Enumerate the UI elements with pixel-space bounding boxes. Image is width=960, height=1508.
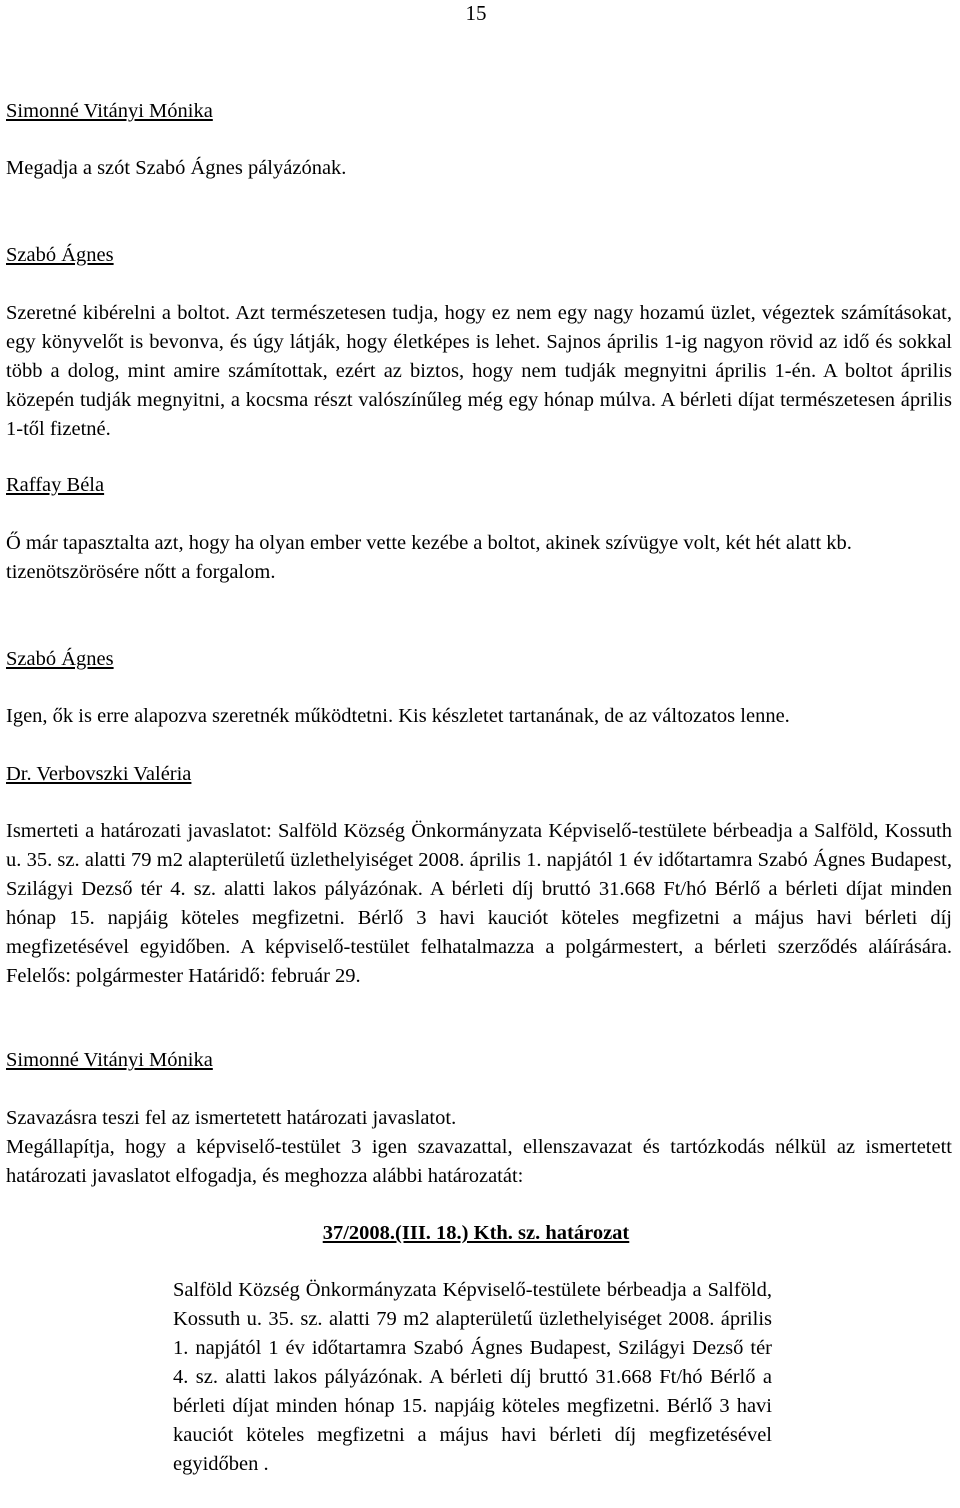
speaker-name: Raffay Béla xyxy=(6,474,105,496)
resolution-title: 37/2008.(III. 18.) Kth. sz. határozat xyxy=(322,1222,630,1244)
vote-call-text: Szavazásra teszi fel az ismertetett határozati javaslatot. xyxy=(6,1107,457,1129)
speech-text: Szeretné kibérelni a boltot. Azt természetesen tudja, hogy ez nem egy nagy hozamú üzlet, végeztek számításokat, egy könyvelőt is bevonva, és úgy látják, hogy életképes is lehet. Sajnos április 1-ig nagyon rövid az idő és sokkal több a dolog, mint amire számítottak, ezért az biztos, hogy nem tudják megnyitni április 1-én. A boltot április közepén tudják megnyitni, a kocsma részt valószínűleg még egy hónap múlva. A bérleti díjat természetesen április 1-től fizetné. xyxy=(6,302,952,440)
draft-resolution-text: Ismerteti a határozati javaslatot: Salföld Község Önkormányzata Képviselő-testülete bérbeadja a Salföld, Kossuth u. 35. sz. alatti 79 m2 alapterületű üzlethelyiséget 2008. április 1. napjától 1 év időtartamra Szabó Ágnes Budapest, Szilágyi Dezső tér 4. sz. alatti lakos pályázónak. A bérleti díj bruttó 31.668 Ft/hó Bérlő a bérleti díjat minden hónap 15. napjáig köteles megfizetni. Bérlő 3 havi kauciót köteles megfizetni a május havi bérleti díj megfizetésével egyidőben. A képviselő-testület felhatalmazza a polgármestert, a bérleti szerződés aláírására. Felelős: polgármester Határidő: február 29. xyxy=(6,820,952,987)
speaker-name: Simonné Vitányi Mónika xyxy=(6,100,213,122)
speaker-name: Simonné Vitányi Mónika xyxy=(6,1049,213,1071)
speaker-name: Szabó Ágnes xyxy=(6,244,114,266)
speech-text: Megadja a szót Szabó Ágnes pályázónak. xyxy=(6,157,347,179)
page-number: 15 xyxy=(465,1,487,25)
resolution-body: Salföld Község Önkormányzata Képviselő-testülete bérbeadja a Salföld, Kossuth u. 35. sz. alatti 79 m2 alapterületű üzlethelyiséget 2008. április 1. napjától 1 év időtartamra Szabó Ágnes Budapest, Szilágyi Dezső tér 4. sz. alatti lakos pályázónak. A bérleti díj bruttó 31.668 Ft/hó Bérlő a bérleti díjat minden hónap 15. napjáig köteles megfizetni. Bérlő 3 havi kauciót köteles megfizetni a május havi bérleti díj megfizetésével egyidőben . xyxy=(173,1279,772,1475)
speech-text: Ő már tapasztalta azt, hogy ha olyan ember vette kezébe a boltot, akinek szívügye volt, két hét alatt kb. tizenötszörösére nőtt a forgalom. xyxy=(6,532,852,583)
speaker-name: Dr. Verbovszki Valéria xyxy=(6,763,192,785)
speech-text: Igen, ők is erre alapozva szeretnék működtetni. Kis készletet tartanának, de az változatos lenne. xyxy=(6,705,790,727)
vote-result-text: Megállapítja, hogy a képviselő-testület 3 igen szavazattal, ellenszavazat és tartózkodás nélkül az ismertetett határozati javaslatot elfogadja, és meghozza alábbi határozatát: xyxy=(6,1136,952,1187)
speaker-name: Szabó Ágnes xyxy=(6,648,114,670)
